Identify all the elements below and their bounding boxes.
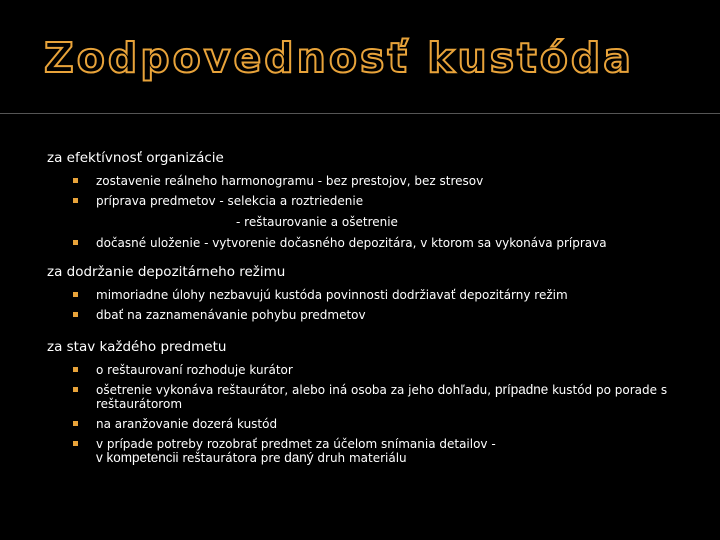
square-bullet-icon xyxy=(73,367,78,372)
section-heading: za stav každého predmetu xyxy=(47,339,227,355)
list-item xyxy=(47,174,677,188)
list-item xyxy=(47,288,677,302)
list-item-continuation: - reštaurovanie a ošetrenie xyxy=(236,215,398,229)
bullet-list xyxy=(47,288,677,322)
list-item-text: na aranžovanie dozerá kustód xyxy=(96,417,278,431)
square-bullet-icon xyxy=(73,441,78,446)
section-efficiency xyxy=(47,150,677,250)
bullet-list xyxy=(47,363,677,465)
list-item-text: v prípade potreby rozobrať predmet za účelom snímania detailov - xyxy=(96,437,496,451)
square-bullet-icon xyxy=(73,292,78,297)
list-item xyxy=(47,417,677,431)
list-item xyxy=(47,363,677,377)
section-heading: za efektívnosť organizácie xyxy=(47,150,224,166)
section-heading: za dodržanie depozitárneho režimu xyxy=(47,264,286,280)
section-depository-regime xyxy=(47,264,677,322)
list-item-text-large: v kompetencii xyxy=(96,450,179,465)
list-item xyxy=(47,194,677,229)
slide-title: Zodpovednosť kustóda xyxy=(44,34,634,82)
square-bullet-icon xyxy=(73,240,78,245)
list-item-text: dočasné uloženie - vytvorenie dočasného depozitára, v ktorom sa vykonáva príprava xyxy=(96,236,607,250)
list-item-text-large: prípadne xyxy=(494,382,549,397)
title-divider xyxy=(0,113,720,114)
list-item-text: zostavenie reálneho harmonogramu - bez prestojov, bez stresov xyxy=(96,174,484,188)
section-object-condition xyxy=(47,339,677,465)
slide-content xyxy=(47,150,677,471)
list-item-text-large: daný xyxy=(284,450,314,465)
square-bullet-icon xyxy=(73,421,78,426)
square-bullet-icon xyxy=(73,178,78,183)
list-item-text: ošetrenie vykonáva reštaurátor, alebo iná osoba za jeho dohľadu, xyxy=(96,383,492,397)
list-item-text: druh materiálu xyxy=(317,451,407,465)
list-item-text: o reštaurovaní rozhoduje kurátor xyxy=(96,363,293,377)
list-item xyxy=(47,236,677,250)
square-bullet-icon xyxy=(73,387,78,392)
list-item xyxy=(47,437,677,465)
square-bullet-icon xyxy=(73,312,78,317)
list-item xyxy=(47,308,677,322)
list-item-text: reštaurátora pre xyxy=(182,451,281,465)
square-bullet-icon xyxy=(73,198,78,203)
list-item-text: dbať na zaznamenávanie pohybu predmetov xyxy=(96,308,366,322)
bullet-list xyxy=(47,174,677,250)
list-item-text: kustód po porade s reštaurátorom xyxy=(96,383,668,411)
list-item xyxy=(47,383,677,411)
list-item-text: mimoriadne úlohy nezbavujú kustóda povinnosti dodržiavať depozitárny režim xyxy=(96,288,568,302)
list-item-text: príprava predmetov - selekcia a roztriedenie xyxy=(96,194,364,208)
